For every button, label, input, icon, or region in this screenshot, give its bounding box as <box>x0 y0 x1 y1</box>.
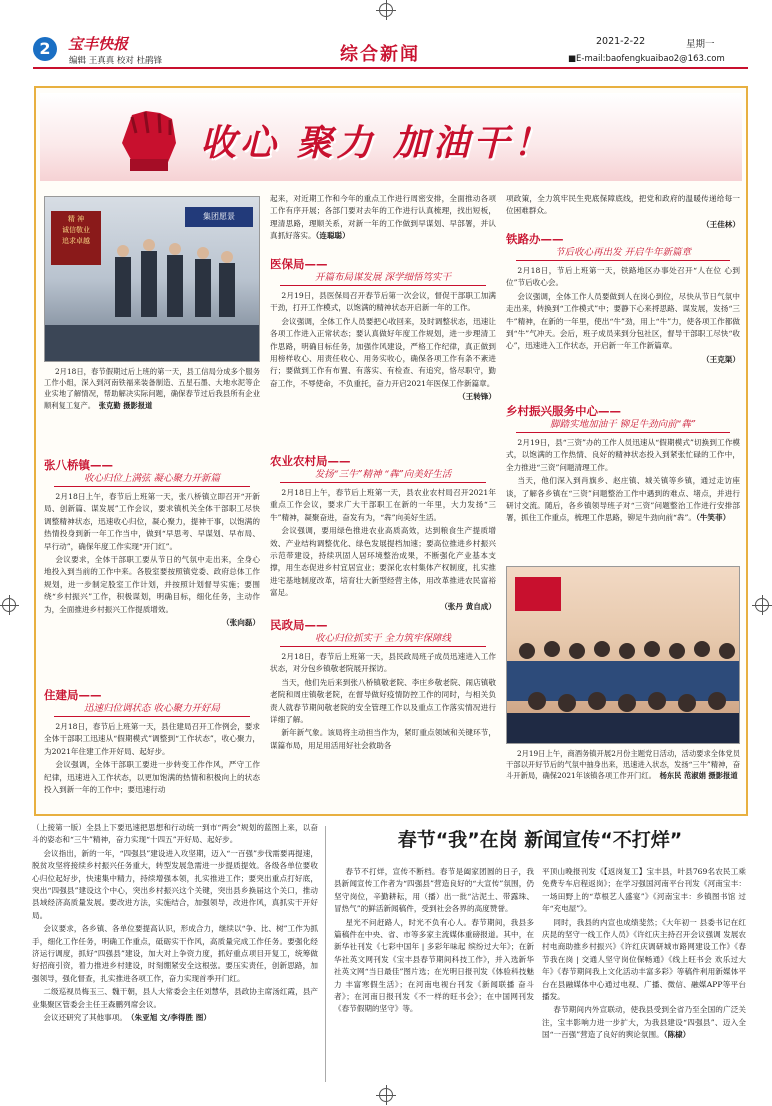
minzheng-subtitle: 收心归位抓实干 全力筑牢保障线 <box>280 632 486 647</box>
tielu-title: 铁路办—— <box>506 232 564 246</box>
paper-name: 宝丰快报 <box>68 35 129 53</box>
zhujian-para-2: 会议强调，全体干部职工要进一步转变工作作风，严守工作纪律，迅速进入工作状态，以更加饱满的热情和积极向上的状态投入到新一年的工作中；要迅速行动 <box>44 760 260 795</box>
party-meeting-photo <box>506 566 740 744</box>
yibao-signature: （王转锋） <box>458 392 496 402</box>
photo2-credit: 杨东民 范淑娟 摄影报道 <box>659 771 738 781</box>
article-continued-from-page-1 <box>32 822 318 1084</box>
registration-mark-left <box>2 598 16 612</box>
spring-para-2: 星光不问赶路人，时光不负有心人。春节期间，我县多篇稿件在中央、省、市等多家主流媒体重磅报道。其中，在新华社刊发《七彩中国年 | 多彩年味起 缤纷过大年》；在新华社英文网刊发《宝丰县春节期间科技工作》，并入选新华社英文网“当日最佳”图片选；在光明日报刊发《体验科技魅力 丰富寒假生活》；在河南电视台刊发《新闻联播 奋斗者》；在河南日报刊发《不一样的旺书会》；在中国网刊发《春节假期的坚守》等。 <box>334 917 534 1014</box>
factory-visit-photo <box>44 196 260 362</box>
zhujian-para-1: 2月18日，春节后上班第一天，县住建局召开工作例会，要求全体干部职工迅速从“假期模式”调整到“工作状态”，收心聚力，为2021年住建工作开好局、起好步。 <box>44 722 260 756</box>
nongye-para-2: 会议强调，要用绿色推进农业高质高效，达到粮食生产提质增效、产业结构调整优化、绿色发展提档加速；要高位推进乡村振兴示范带建设，持续巩固人居环境整治成果，不断强化产业基本支撑，用生态促进乡村宜居宜业；要深化农村集体产权制度，扎实推进宅基地制度改革，培育壮大新型经营主体，用改革推进农民富裕富足。 <box>270 526 496 598</box>
zhangbaqiao-para-2: 会议要求，全体干部职工要从节日的气氛中走出来，全身心地投入到当前的工作中来。各股室要按照镇党委、政府总体工作规划，进一步制定股室工作计划，并按照计划督导实施；要围绕“乡村振兴”工作，积极谋划，明确目标，细化任务，主动作为，全面推进乡村振兴工作提质增效。 <box>44 555 260 614</box>
issue-date: 2021-2-22 <box>596 36 646 47</box>
photo-desk <box>45 325 260 362</box>
article-zhangbaqiao <box>44 458 260 680</box>
spring-para-1: 春节不打烊，宣传不断档。春节是阖家团圆的日子，我县新闻宣传工作者为“四强县”营造良好的“大宣传”氛围，仍坚守岗位，辛勤耕耘，用（播）出一批“沾泥土、带露珠、冒热气”的鲜活新闻稿件，受到社会各界的高度赞誉。 <box>334 867 534 914</box>
registration-mark-bottom <box>379 1088 393 1102</box>
article-yibao <box>270 257 496 449</box>
slogan-text: 收心 聚力 加油干！ <box>200 123 554 164</box>
issue-weekday: 星期一 <box>686 39 715 50</box>
photo1-credit: 张克勤 摄影报道 <box>98 400 153 410</box>
zhujian-subtitle: 迅速归位调状态 收心聚力开好局 <box>54 702 250 717</box>
continued-para-4: 二级巡视员梅玉三、魏干朝，县人大常委会主任刘慧华，县政协主席汤红霞，县产业集聚区管委会主任王森鹏列席会议。 <box>32 987 318 1009</box>
col3-top-text: 项政策，全力筑牢民生兜底保障底线，把党和政府的温暖传递给每一位困难群众。 <box>506 194 740 216</box>
tielu-signature: （王克渠） <box>702 354 740 364</box>
photo-crowd <box>507 631 740 744</box>
spring-festival-col-2 <box>542 866 746 1084</box>
continued-para-1: （上接第一版）全县上下要迅速把思想和行动统一到市“两会”规划的蓝图上来，以奋斗的姿态和“三牛”精神，奋力实现“十四五”开好局、起好步。 <box>32 823 318 845</box>
col3-continuation <box>506 193 740 229</box>
minzheng-para-3: 新年新气象。该局将主动担当作为，紧盯重点领域和关键环节，谋篇布局，用足用活用好社会救助各 <box>270 728 496 750</box>
nongye-signature: （张丹 黄自成） <box>440 601 496 611</box>
article-minzheng <box>270 618 496 812</box>
photo-flag <box>515 577 561 611</box>
tielu-para-2: 会议强调，全体工作人员要做到人在岗心到位，尽快从节日气氛中走出来，转换到“工作模式”中；要静下心来捋思路、谋发展，发扬“三牛”精神，在新的一年里，使出“牛”劲，用上“牛”力，使各项工作都做到“牛”气冲天。会后，班子成员来到分包社区，督导干部职工尽快“收心”，迅速进入工作状态，开启新一年工作新篇章。 <box>506 291 740 351</box>
col3-top-signature: （王佳林） <box>702 219 740 229</box>
photo-board-left: 精 神 诚信敬业 追求卓越 <box>51 211 101 265</box>
continued-para-3: 会议要求，各乡镇、各单位要提高认识，形成合力，继续以“争、比、树”工作为抓手，细化工作任务，明确工作重点，砥砺实干作风，高质量完成工作任务。要强化经济运行调度，抓好“四强县”建设，加大对上争资力度，抓好重点项目开复工，统筹做好招商引资，着力推进乡村建设，时刻绷紧安全这根弦。要压实责任，创新思路，加强领导，强化督查，扎实推进各项工作，奋力实现首季开门红。 <box>32 924 318 983</box>
xiangcun-signature: （牛笑菲） <box>696 513 731 523</box>
article-xiangcun <box>506 404 740 562</box>
col2-top-signature: （连聪聪） <box>315 231 350 241</box>
photo2-caption <box>506 748 740 810</box>
col2-continuation <box>270 193 496 255</box>
registration-mark-right <box>755 598 769 612</box>
xiangcun-para-2: 当天，他们深入到肖旗乡、赵庄镇、城关镇等乡镇，通过走访座谈，了解各乡镇在“三资”问题整治工作中遇到的难点、堵点，并进行研讨交流。随后，各乡镇领导班子对“三资”问题整治工作进行安排部署，抓住工作重点，梳理工作思路，铆足牛劲向前“犇”。（牛笑菲） <box>506 476 740 523</box>
minzheng-para-2: 当天，他们先后来到张八桥镇敬老院、李庄乡敬老院、闹店镇敬老院和周庄镇敬老院，在督导做好疫情防控工作的同时，与相关负责人就春节期间敬老院的安全管理工作以及重点工作落实情况进行详细了解。 <box>270 677 496 725</box>
xiangcun-title: 乡村振兴服务中心—— <box>506 404 621 418</box>
xiangcun-para-1: 2月19日，县“三资”办的工作人员迅速从“假期模式”切换到工作模式，以饱满的工作热情、良好的精神状态投入到紧张忙碌的工作中，全力推进“三资”问题清理工作。 <box>506 438 740 472</box>
spring-para-3: 平顶山晚报刊发《【返岗复工】宝丰县，叶县769名农民工乘免费专车启程返岗》；在学习强国河南平台刊发《河南宝丰：一场田野上的“草根艺人盛宴”》《河南宝丰：乡镇图书馆 过年“充电屋”》。 <box>542 867 746 914</box>
spring-para-5: 春节期间内外宣联动，使我县受到全省乃至全国的广泛关注，宝丰影响力进一步扩大，为我县建设“四强县”、迈入全国“一百强”营造了良好的舆论氛围。（陈棣） <box>542 1005 746 1040</box>
col2-top-text: 起来，对近期工作和今年的重点工作进行周密安排，全面推动各项工作有序开展；各部门要对去年的工作进行认真梳理，找出短板，理清思路，理顺关系，对新一年的工作做到早谋划、早部署，并认真抓好落实。（连聪聪） <box>270 194 496 241</box>
raised-fist-icon <box>112 103 186 173</box>
section-title: 综合新闻 <box>340 44 420 65</box>
photo1-caption <box>44 366 260 430</box>
yibao-subtitle: 开篇布局谋发展 深学细悟笃实干 <box>280 271 486 286</box>
page-number-badge: 2 <box>33 37 57 61</box>
zhangbaqiao-para-1: 2月18日上午，春节后上班第一天，张八桥镇立即召开“开新局、创新篇、谋发展”工作会议，要求镇机关全体干部职工尽快调整精神状态，迅速收心归位，凝心聚力，提神干事，以饱满的热情投身到新一年工作当中，做到“早思考、早谋划、早布局、早行动”，确保年度工作实现“开门红”。 <box>44 492 260 551</box>
slogan-banner <box>40 93 742 181</box>
tielu-para-1: 2月18日，节后上班第一天，铁路地区办事处召开“人在位 心到位”节后收心会。 <box>506 266 740 288</box>
nongye-para-1: 2月18日上午，春节后上班第一天，县农业农村局召开2021年重点工作会议，要求广大干部职工在新的一年里，大力发扬“三牛”精神，凝聚奋进，奋发有为，“犇”向美好生活。 <box>270 488 496 522</box>
continued-para-5: 会议还研究了其他事项。 （朱亚旭 文/李得胜 图） <box>43 1013 211 1023</box>
spring-signature: （陈棣） <box>663 1030 691 1040</box>
photo2-caption-text: 2月19日上午，商酒务镇开展2月份主题党日活动，活动要求全体党员干部以开好节后的气氛中抽身出来，迅速进入状态，发扬“三牛”精神，奋斗开新局，确保2021年该镇各项工作开门红。 杨东民 范淑娟 摄影报道 <box>506 749 740 781</box>
minzheng-para-1: 2月18日，春节后上班第一天，县民政局班子成员迅速进入工作状态，对分包乡镇敬老院展开探访。 <box>270 652 496 674</box>
continued-para-2: 会议指出，新的一年，“四强县”建设进入攻坚期，迈入“一百强”步伐需要再提速，脱贫攻坚将接续乡村振兴任务重大，转型发展急需进一步提质提效。各级各单位要收心归位起好步，快速集中精力，持续增强本领，扎实推进工作；要突出重点打好底，突出“四强县”建设这个中心，突出乡村振兴这个关键，突出县乡换届这个关口，推动县域经济高质量发展。要改进方法，实施结合，加强领导，改进作风，真抓实干开好局。 <box>32 848 318 920</box>
photo-board-right: 集团愿景 <box>185 207 253 227</box>
editor-line: 编辑 王真真 校对 杜鹃锋 <box>69 56 163 66</box>
spring-festival-col-1 <box>334 866 534 1084</box>
nongye-title: 农业农村局—— <box>270 454 351 468</box>
zhangbaqiao-title: 张八桥镇—— <box>44 458 113 472</box>
spring-festival-headline: 春节“我”在岗 新闻宣传“不打烊” <box>397 829 683 851</box>
zhujian-title: 住建局—— <box>44 688 102 702</box>
zhangbaqiao-subtitle: 收心归位上满弦 凝心聚力开新篇 <box>54 472 250 487</box>
nongye-subtitle: 发扬“三牛”精神 “犇”向美好生活 <box>280 468 486 483</box>
tielu-subtitle: 节后收心再出发 开启牛年新篇章 <box>516 246 730 261</box>
article-nongye <box>270 454 496 614</box>
article-zhujian <box>44 688 260 812</box>
yibao-para-1: 2月19日，县医保局召开春节后第一次会议，督促干部职工加满干劲，打开工作模式，以饱满的精神状态开启新一年的工作。 <box>270 291 496 313</box>
photo1-caption-text: 2月18日，春节假期过后上班的第一天，县工信局分成多个服务工作小组，深入到河南铁福来装备制造、五星石墨、大地水泥等企业实地了解情况，帮助解决实际问题，确保春节过后我县所有企业顺利复工复产。 张克勤 摄影报道 <box>44 367 260 410</box>
zhangbaqiao-signature: （张向磊） <box>222 618 260 628</box>
yibao-title: 医保局—— <box>270 257 328 271</box>
minzheng-title: 民政局—— <box>270 618 328 632</box>
column-divider <box>325 826 326 1082</box>
photo-figures <box>105 237 245 327</box>
xiangcun-subtitle: 脚踏实地加油干 铆足牛劲向前“犇” <box>516 418 730 433</box>
registration-mark-top <box>379 3 393 17</box>
header-rule <box>33 67 748 69</box>
spring-para-4: 同时，我县的内宣也成绩斐然；《大年初一 县委书记在红庆昆的坚守一线工作人员》《许红庆主持召开会议强调 发展农村电商助推乡村振兴》《许红庆调研城市路网建设工作》《春节我在岗 | 交通人坚守岗位保畅通》《线上旺书会 欢乐过大年》《春节期间我上文化活动丰富多彩》等稿件利用新媒体平台在县融媒体中心通过电视、广播、微信、融媒APP等平台播发。 <box>542 917 746 1002</box>
continued-signature: （朱亚旭 文/李得胜 图） <box>130 1013 211 1023</box>
contact-email: ■E-mail:baofengkuaibao2@163.com <box>568 54 725 64</box>
yibao-para-2: 会议强调，全体工作人员要把心收回来，及时调整状态，迅速让各项工作进入正常状态；要认真做好年度工作规划，进一步理清工作思路，明确目标任务，加强作风建设，严格工作纪律，真正做到用榜样收心、用责任收心、用务实收心，确保各项工作有条不紊进行；要做到工作有布置、有落实、有检查、有追究，恪尽职守，勤奋工作，不辱使命，不负重托，奋力开启2021年医保工作新篇章。 <box>270 316 496 388</box>
article-tielu <box>506 232 740 402</box>
